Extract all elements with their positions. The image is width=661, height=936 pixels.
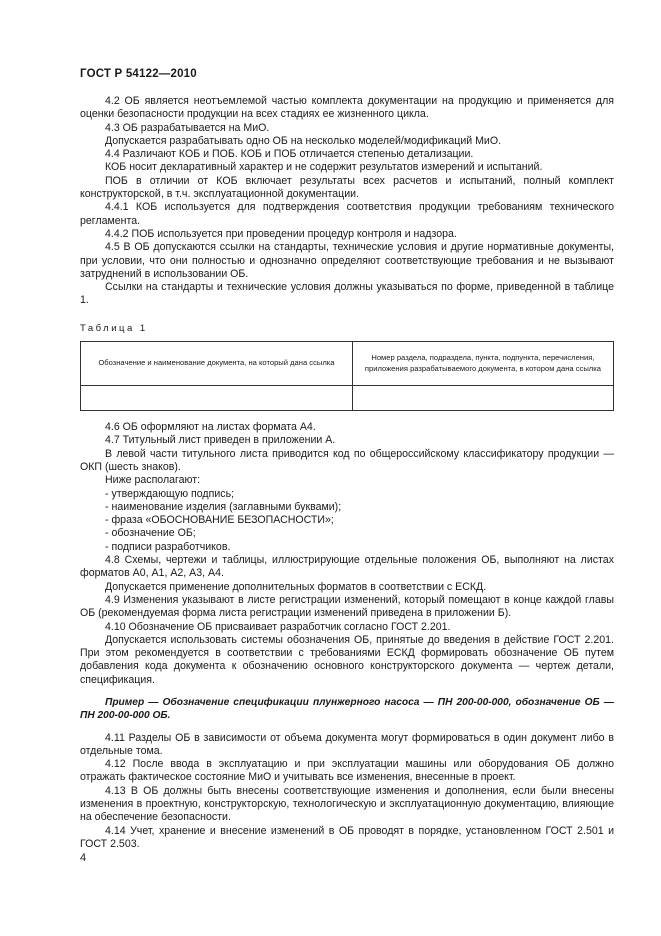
- paragraph: 4.5 В ОБ допускаются ссылки на стандарты, технические условия и другие нормативные документы, при условии, что они полностью и однозначно определяют соответствующие требования и не вызывают затруднений в использовании ОБ.: [80, 241, 614, 280]
- paragraph: - утверждающую подпись;: [105, 487, 235, 500]
- paragraph: Допускается разрабатывать одно ОБ на несколько моделей/модификаций МиО.: [105, 134, 502, 147]
- example-note: Пример — Обозначение спецификации плунжерного насоса — ПН 200-00-000, обозначение ОБ — ПН 200-00-000 ОБ.: [80, 696, 614, 722]
- paragraph: - фраза «ОБОСНОВАНИЕ БЕЗОПАСНОСТИ»;: [105, 514, 334, 527]
- table-header-row: [81, 342, 614, 386]
- paragraph: Допускается применение дополнительных форматов в соответствии с ЕСКД.: [105, 580, 487, 593]
- paragraph: 4.4.2 ПОБ используется при проведении процедур контроля и надзора.: [105, 227, 457, 240]
- paragraph: 4.6 ОБ оформляют на листах формата А4.: [105, 421, 316, 434]
- paragraph: 4.12 После ввода в эксплуатацию и при эксплуатации машины или оборудования ОБ должно отражать фактическое состояние МиО и учитывать все изменения, внесенные в проект.: [80, 758, 614, 784]
- reference-table: [80, 341, 614, 411]
- paragraph: - подписи разработчиков.: [105, 540, 231, 553]
- page-number: 4: [80, 852, 87, 864]
- paragraph: В левой части титульного листа приводится код по общероссийскому классификатору продукции — ОКП (шесть знаков).: [80, 447, 614, 473]
- paragraph: - наименование изделия (заглавными буквами);: [105, 500, 342, 513]
- paragraph: Ниже располагают:: [105, 474, 201, 487]
- paragraph: 4.9 Изменения указывают в листе регистрации изменений, который помещают в конце каждой главы ОБ (рекомендуемая форма листа регистрации изменений приведена в приложении Б).: [80, 593, 614, 620]
- table-row: [81, 386, 614, 411]
- paragraph: 4.3 ОБ разрабатывается на МиО.: [105, 121, 270, 134]
- paragraph: - обозначение ОБ;: [105, 527, 196, 540]
- paragraph: 4.2 ОБ является неотъемлемой частью комплекта документации на продукцию и применяется для оценки безопасности продукции на всех стадиях ее жизненного цикла.: [80, 95, 614, 121]
- paragraph: 4.10 Обозначение ОБ присваивает разработчик согласно ГОСТ 2.201.: [105, 620, 451, 633]
- paragraph: 4.8 Схемы, чертежи и таблицы, иллюстрирующие отдельные положения ОБ, выполняют на листах форматов А0, А1, А2, А3, А4.: [80, 554, 614, 580]
- section-4-6-to-4-10: [80, 421, 614, 687]
- section-4-11-to-4-14: [80, 732, 614, 852]
- table-header-col1: Обозначение и наименование документа, на который дана ссылка: [81, 342, 353, 386]
- paragraph: 4.13 В ОБ должны быть внесены соответствующие изменения и дополнения, если были внесены изменения в проектную, конструкторскую, технологическую и эксплуатационную документацию, влияющие на обеспечение безопасности.: [80, 784, 614, 824]
- paragraph: 4.4.1 КОБ используется для подтверждения соответствия продукции требованиям технического регламента.: [80, 201, 614, 227]
- paragraph: ПОБ в отличии от КОБ включает результаты всех расчетов и испытаний, полный комплект конструкторской, в т.ч. эксплуатационной документации.: [80, 174, 614, 201]
- table-cell-empty: [81, 386, 353, 411]
- paragraph: Допускается использовать системы обозначения ОБ, принятые до введения в действие ГОСТ 2.201. При этом рекомендуется в соответствии с требованиями ЕСКД формировать обозначение ОБ путем добавления кода документа к обозначению основного конструкторского документа — чертеж детали, спецификация.: [80, 633, 614, 686]
- table-header-col2: Номер раздела, подраздела, пункта, подпункта, перечисления, приложения разрабатываемого документа, в котором дана ссылка: [352, 342, 613, 386]
- paragraph: 4.7 Титульный лист приведен в приложении А.: [105, 434, 336, 447]
- paragraph: Ссылки на стандарты и технические условия должны указываться по форме, приведенной в таблице 1.: [80, 281, 614, 307]
- table-caption: Таблица 1: [80, 322, 148, 334]
- paragraph: 4.11 Разделы ОБ в зависимости от объема документа могут формироваться в один документ либо в отдельные тома.: [80, 731, 614, 757]
- paragraph: 4.4 Различают КОБ и ПОБ. КОБ и ПОБ отличается степенью детализации.: [105, 148, 474, 161]
- section-4-2-to-4-5: [80, 95, 614, 308]
- paragraph: 4.14 Учет, хранение и внесение изменений в ОБ проводят в порядке, установленном ГОСТ 2.501 и ГОСТ 2.503.: [80, 824, 614, 850]
- document-body: [80, 95, 614, 851]
- table-cell-empty: [352, 386, 613, 411]
- page-header: ГОСТ Р 54122—2010: [80, 68, 197, 80]
- paragraph: КОБ носит декларативный характер и не содержит результатов измерений и испытаний.: [105, 161, 543, 174]
